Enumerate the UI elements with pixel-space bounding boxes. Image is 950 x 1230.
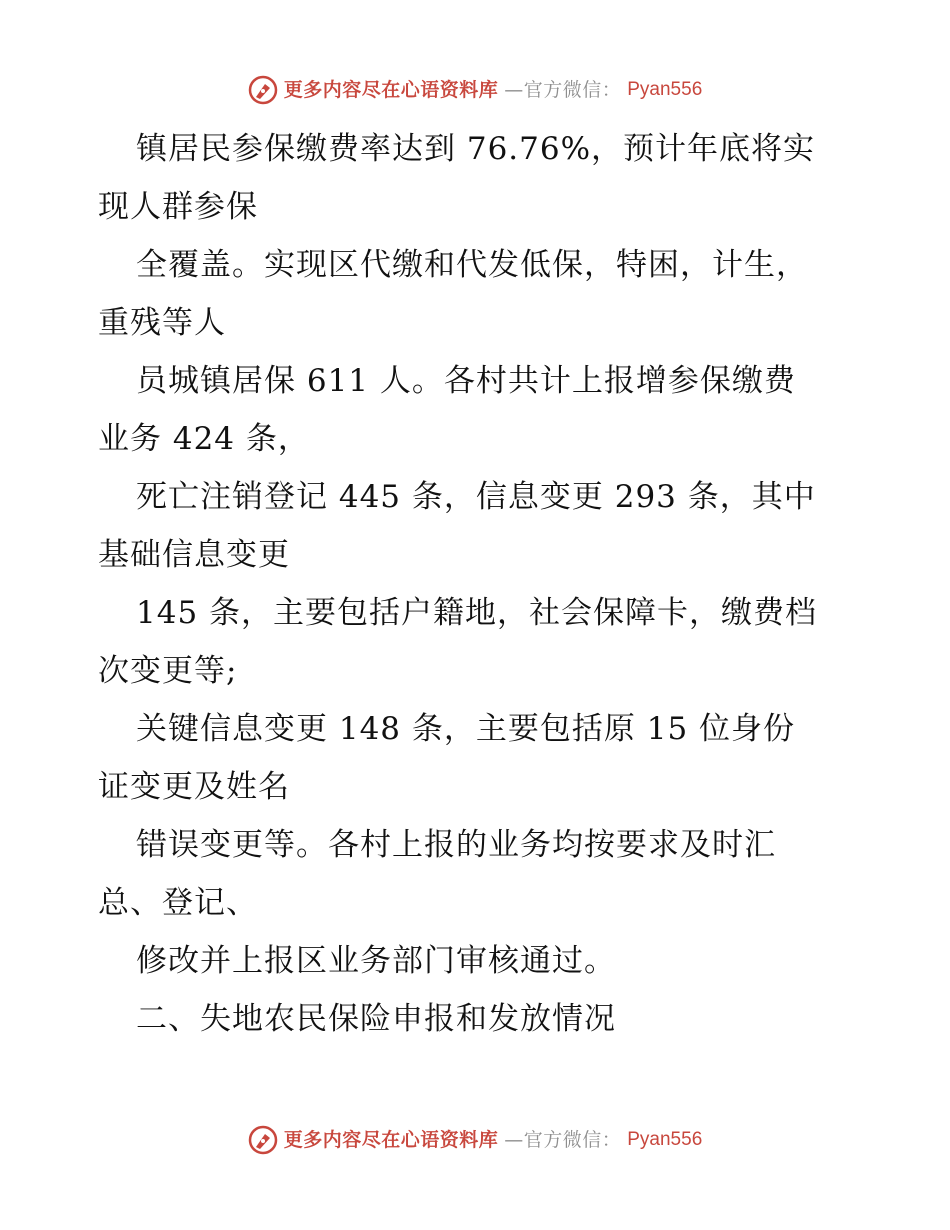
body-line: 员城镇居保 611 人。各村共计上报增参保缴费	[136, 363, 796, 399]
body-line: 证变更及姓名	[98, 769, 290, 805]
body-line: 错误变更等。各村上报的业务均按要求及时汇	[136, 827, 776, 863]
pen-nib-logo-icon	[248, 75, 278, 105]
watermark-wechat-id: Pyan556	[627, 1129, 703, 1150]
body-line: 业务 424 条，	[98, 421, 310, 457]
watermark-wechat-id: Pyan556	[627, 79, 703, 100]
document-body	[98, 120, 858, 1048]
body-line: 总、登记、	[98, 885, 258, 921]
watermark-brand-text: 更多内容尽在心语资料库	[283, 79, 499, 101]
body-line: 修改并上报区业务部门审核通过。	[136, 943, 616, 979]
body-line: 145 条，主要包括户籍地，社会保障卡，缴费档	[136, 595, 818, 631]
body-line: 全覆盖。实现区代缴和代发低保，特困，计生，	[136, 247, 808, 283]
body-line: 镇居民参保缴费率达到 76.76%，预计年底将实	[136, 131, 816, 167]
pen-nib-logo-icon	[248, 1125, 278, 1155]
body-line: 次变更等;	[98, 653, 238, 689]
body-line: 死亡注销登记 445 条，信息变更 293 条，其中	[136, 479, 816, 515]
section-heading: 二、失地农民保险申报和发放情况	[136, 1001, 616, 1037]
body-line: 现人群参保	[98, 189, 258, 225]
footer-watermark	[0, 1122, 950, 1158]
watermark-separator-text: —官方微信：	[504, 79, 622, 101]
body-line: 基础信息变更	[98, 537, 290, 573]
body-line: 关键信息变更 148 条，主要包括原 15 位身份	[136, 711, 796, 747]
watermark-separator-text: —官方微信：	[504, 1129, 622, 1151]
body-line: 重残等人	[98, 305, 226, 341]
header-watermark	[0, 72, 950, 108]
watermark-brand-text: 更多内容尽在心语资料库	[283, 1129, 499, 1151]
